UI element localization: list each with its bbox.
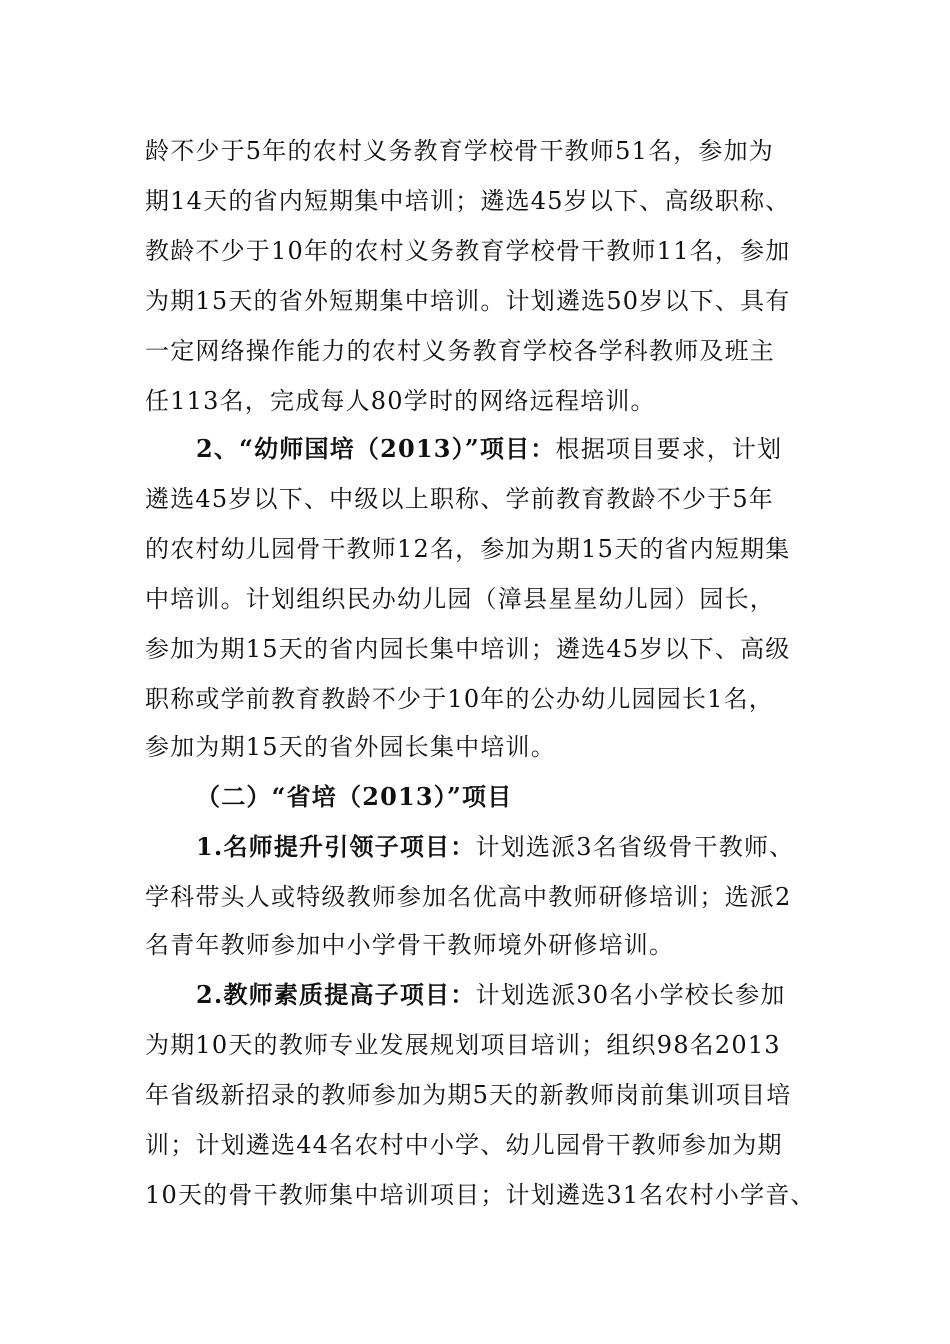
body-text: 名青年教师参加中小学骨干教师境外研修培训。 bbox=[145, 931, 675, 959]
body-line bbox=[0, 1125, 950, 1165]
body-line bbox=[0, 925, 950, 965]
section-heading: 2、“幼师国培（2013）”项目： bbox=[196, 434, 556, 463]
body-text: 教龄不少于10年的农村义务教育学校骨干教师11名，参加 bbox=[145, 237, 791, 265]
body-line bbox=[0, 727, 950, 767]
body-line bbox=[0, 1075, 950, 1115]
body-text: 参加为期15天的省外园长集中培训。 bbox=[145, 733, 556, 761]
body-text: 为期10天的教师专业发展规划项目培训；组织98名2013 bbox=[145, 1031, 781, 1059]
body-text: 参加为期15天的省内园长集中培训；遴选45岁以下、高级 bbox=[145, 635, 791, 663]
body-line bbox=[0, 281, 950, 321]
section-heading: 1.名师提升引领子项目： bbox=[196, 832, 476, 861]
body-text: 年省级新招录的教师参加为期5天的新教师岗前集训项目培 bbox=[145, 1081, 792, 1109]
section-line bbox=[0, 777, 950, 817]
body-text: 遴选45岁以下、中级以上职称、学前教育教龄不少于5年 bbox=[145, 485, 775, 513]
body-text: 为期15天的省外短期集中培训。计划遴选50岁以下、具有 bbox=[145, 287, 791, 315]
section-line bbox=[0, 429, 950, 469]
body-text: 学科带头人或特级教师参加名优高中教师研修培训；选派2 bbox=[145, 883, 792, 911]
body-line bbox=[0, 181, 950, 221]
body-text: 一定网络操作能力的农村义务教育学校各学科教师及班主 bbox=[145, 337, 775, 365]
body-text: 中培训。计划组织民办幼儿园（漳县星星幼儿园）园长， bbox=[145, 585, 775, 613]
body-line bbox=[0, 331, 950, 371]
body-line bbox=[0, 131, 950, 171]
body-text: 训；计划遴选44名农村中小学、幼儿园骨干教师参加为期 bbox=[145, 1131, 783, 1159]
body-text: 10天的骨干教师集中培训项目；计划遴选31名农村小学音、 bbox=[145, 1181, 816, 1209]
body-line bbox=[0, 679, 950, 719]
section-heading: 2.教师素质提高子项目： bbox=[196, 980, 476, 1009]
body-line bbox=[0, 231, 950, 271]
body-line bbox=[0, 629, 950, 669]
body-line bbox=[0, 479, 950, 519]
body-line bbox=[0, 877, 950, 917]
body-line bbox=[0, 1025, 950, 1065]
body-text: 龄不少于5年的农村义务教育学校骨干教师51名，参加为 bbox=[145, 137, 775, 165]
body-text: 计划选派3名省级骨干教师、 bbox=[475, 833, 795, 861]
body-line bbox=[0, 529, 950, 569]
body-text: 期14天的省内短期集中培训；遴选45岁以下、高级职称、 bbox=[145, 187, 791, 215]
section-heading: （二）“省培（2013）”项目 bbox=[196, 782, 513, 811]
section-line bbox=[0, 975, 950, 1015]
body-text: 职称或学前教育教龄不少于10年的公办幼儿园园长1名， bbox=[145, 685, 775, 713]
body-text: 根据项目要求，计划 bbox=[555, 435, 783, 463]
body-text: 的农村幼儿园骨干教师12名，参加为期15天的省内短期集 bbox=[145, 535, 791, 563]
body-line bbox=[0, 381, 950, 421]
section-line bbox=[0, 827, 950, 867]
body-text: 任113名，完成每人80学时的网络远程培训。 bbox=[145, 387, 656, 415]
body-text: 计划选派30名小学校长参加 bbox=[475, 981, 786, 1009]
body-line bbox=[0, 1175, 950, 1215]
body-line bbox=[0, 579, 950, 619]
